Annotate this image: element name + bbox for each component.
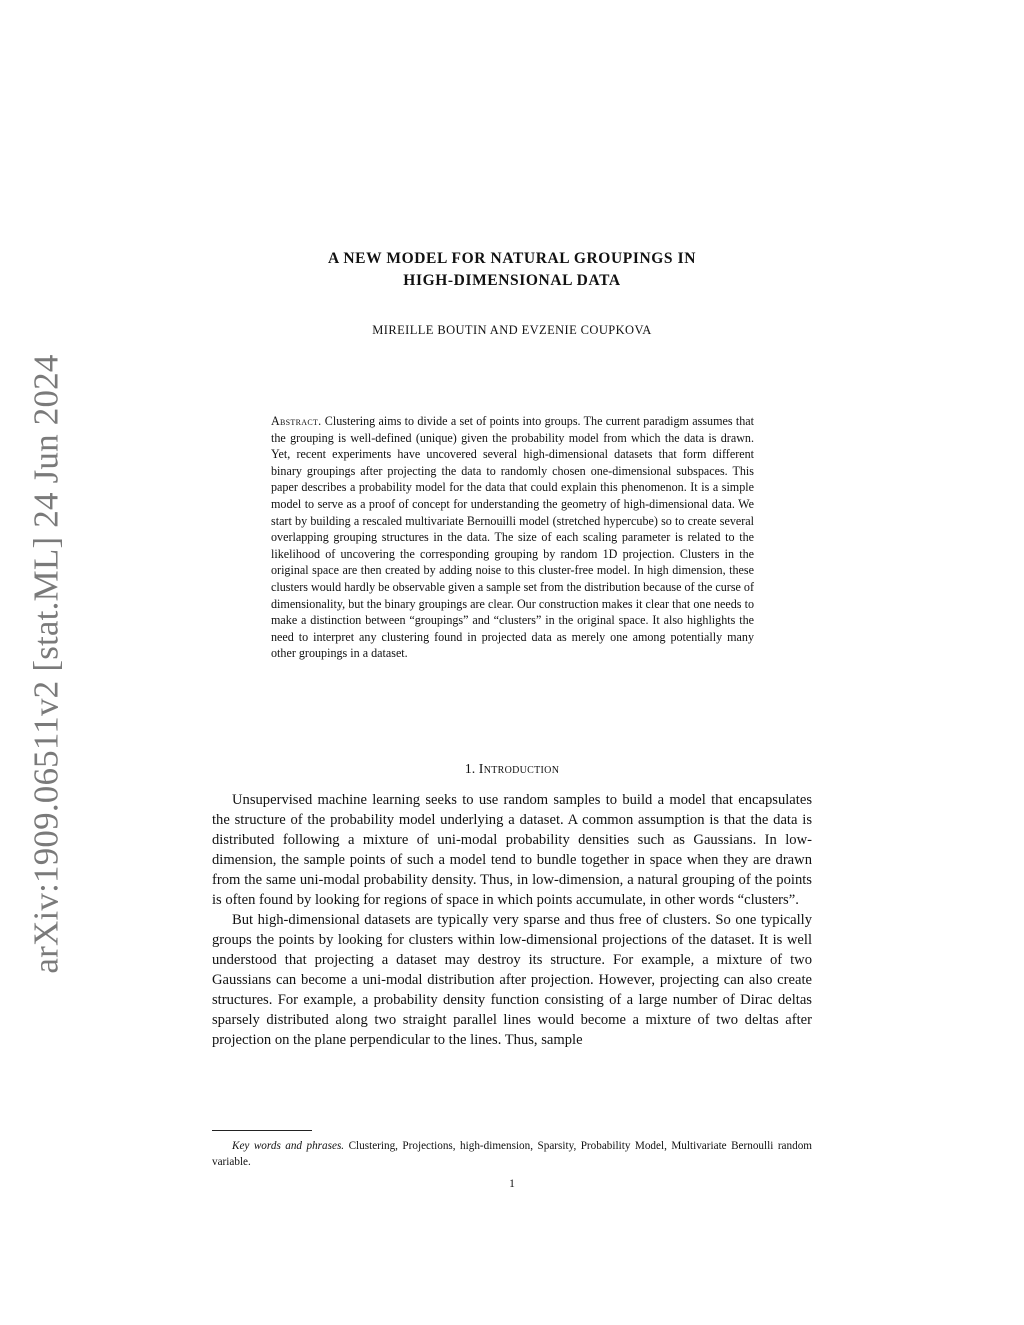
section-heading: [212, 762, 812, 778]
abstract-label: Abstract.: [271, 414, 322, 428]
footnote-label: Key words and phrases.: [232, 1140, 345, 1152]
paragraph-2: But high-dimensional datasets are typically very sparse and thus free of clusters. So one typically groups the points by looking for clusters within low-dimensional projections of the dataset. It is well understood that projecting a dataset may destroy its structure. For example, a mixture of two Gaussians can become a uni-modal distribution after projection. However, projecting can also create structures. For example, a probability density function consisting of a large number of Dirac deltas sparsely distributed along two straight parallel lines would become a mixture of two deltas after projection on the plane perpendicular to the lines. Thus, sample: [212, 912, 812, 1048]
arxiv-identifier-text: arXiv:1909.06511v2 [stat.ML] 24 Jun 2024: [27, 354, 66, 974]
section-title: Introduction: [478, 762, 560, 777]
paragraph-1: Unsupervised machine learning seeks to use random samples to build a model that encapsulates the structure of the probability model underlying a dataset. A common assumption is that the data is distributed following a mixture of uni-modal probability densities such as Gaussians. In low-dimension, the sample points of such a model tend to bundle together in space when they are drawn from the same uni-modal probability density. Thus, in low-dimension, a natural grouping of the points is often found by looking for regions of space in which points accumulate, in other words “clusters”.: [212, 792, 812, 908]
footnote: [212, 1139, 812, 1170]
introduction-body: [212, 790, 812, 1050]
abstract: [271, 413, 754, 662]
paper-title: [212, 248, 812, 292]
abstract-text: Clustering aims to divide a set of points into groups. The current paradigm assumes that the grouping is well-defined (unique) given the probability model from which the data is drawn. Yet, recent experiments have uncovered several high-dimensional datasets that form different binary groupings after projecting the data to randomly chosen one-dimensional subspaces. This paper describes a probability model for the data that could explain this phenomenon. It is a simple model to serve as a proof of concept for understanding the geometry of high-dimensional data. We start by building a rescaled multivariate Bernouilli model (stretched hypercube) so to create several overlapping grouping structures in the data. The size of each scaling parameter is related to the likelihood of uncovering the corresponding grouping by random 1D projection. Clusters in the original space are then created by adding noise to this cluster-free model. In high dimension, these clusters would hardly be observable given a sample set from the distribution because of the curse of dimensionality, but the binary groupings are clear. Our construction makes it clear that one needs to make a distinction between “groupings” and “clusters” in the original space. It also highlights the need to interpret any clustering found in projected data as merely one among potentially many other groupings in a dataset.: [271, 414, 754, 661]
page-number: 1: [509, 1178, 515, 1190]
section-number: 1.: [464, 762, 476, 777]
footnote-divider: [212, 1130, 312, 1131]
title-line-1: A NEW MODEL FOR NATURAL GROUPINGS IN: [327, 250, 697, 267]
title-line-2: HIGH-DIMENSIONAL DATA: [403, 272, 621, 289]
authors: MIREILLE BOUTIN AND EVZENIE COUPKOVA: [372, 323, 652, 337]
footnote-text: Clustering, Projections, high-dimension, Sparsity, Probability Model, Multivariate Bernoulli random variable.: [212, 1140, 812, 1168]
arxiv-identifier: [26, 350, 68, 978]
